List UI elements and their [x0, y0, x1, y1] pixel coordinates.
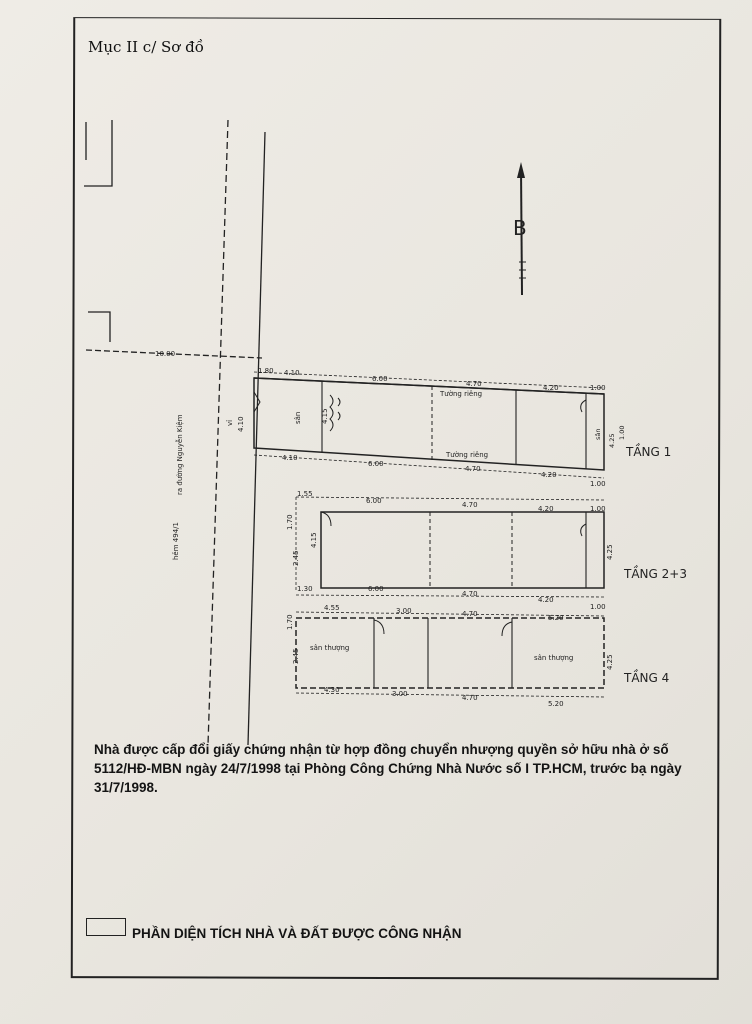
floor-1-bottom-dim: 4.20	[541, 471, 557, 479]
floor-1-title: TẦNG 1	[626, 445, 672, 459]
floor-2-3-left-dim: 2.45	[292, 550, 300, 566]
floor-4-bottom-dim: 4.70	[462, 694, 478, 702]
floor-4-title: TẦNG 4	[624, 671, 670, 685]
setback-label: 1.80	[258, 367, 274, 375]
floor-2-3-top-dim: 1.00	[590, 505, 606, 513]
floor-1-top-dim: 6.00	[372, 375, 388, 383]
floor-2-3-bottom-dim: 6.00	[368, 585, 384, 593]
street-centerline	[208, 120, 228, 745]
floor-2-3-top-dim: 1.55	[297, 490, 313, 498]
floor-2-3-title: TẦNG 2+3	[624, 567, 687, 581]
floor-2-3-plan	[296, 497, 604, 597]
floor-2-3-bottom-dim: 4.70	[462, 590, 478, 598]
floor-1-top-dim: 4.10	[284, 369, 300, 377]
floor-1-bottom-dim: 6.00	[368, 460, 384, 468]
certificate-note: Nhà được cấp đổi giấy chứng nhận từ hợp đồng chuyển nhượng quyền sở hữu nhà ở số 5112/HĐ-MBN ngày 24/7/1998 tại Phòng Công Chứng Nhà Nước số I TP.HCM, trước bạ ngày 31/7/1998.	[94, 742, 682, 795]
legend-label: PHẦN DIỆN TÍCH NHÀ VÀ ĐẤT ĐƯỢC CÔNG NHẬN	[132, 926, 462, 941]
floor-1-room: sân	[294, 411, 302, 424]
floor-2-3-top-dim: 6.00	[366, 497, 382, 505]
floor-4-room: sân thượng	[310, 644, 350, 652]
floor-1-top-dim: 1.00	[590, 384, 606, 392]
floor-2-3-top-dim: 4.20	[538, 505, 554, 513]
floor-4-top-dim: 4.70	[462, 610, 478, 618]
vertical-mark: vỉ	[226, 419, 234, 426]
alley-name: hẻm 494/1	[172, 522, 180, 560]
legend-swatch	[86, 918, 126, 936]
floor-1-bottom-dim: 1.00	[590, 480, 606, 488]
street-name: ra đường Nguyễn Kiệm	[176, 414, 184, 495]
floor-4-right-dim: 4.25	[606, 654, 614, 670]
floor-1-right-dim: 4.25	[608, 433, 616, 448]
floor-1-bottom-dim: 4.10	[282, 454, 298, 462]
floor-2-3-bottom-dim: 1.30	[297, 585, 313, 593]
floor-4-top-dim: 3.00	[396, 607, 412, 615]
floor-1-left-dim: 4.15	[321, 408, 329, 424]
compass-label: B	[513, 216, 527, 240]
floor-1-bottom-dim: 4.70	[465, 465, 481, 473]
floor-4-bottom-dim: 5.20	[548, 700, 564, 708]
floor-1-wall-label: Tường riêng	[440, 390, 483, 398]
floor-4-top-dim: 4.55	[324, 604, 340, 612]
floor-2-3-top-dim: 4.70	[462, 501, 478, 509]
floor-2-3-left-dim: 1.70	[286, 514, 294, 530]
floor-1-top-dim: 4.70	[466, 380, 482, 388]
alley-width-label: 4.10	[237, 416, 245, 432]
floor-2-3-right-dim: 4.25	[606, 544, 614, 560]
corner-mark	[84, 120, 112, 186]
floor-2-3-left-dim: 4.15	[310, 532, 318, 548]
floor-2-3-bottom-dim: 4.20	[538, 596, 554, 604]
street-width-label: 10.00	[155, 350, 176, 358]
floor-4-bottom-dim: 4.30	[324, 686, 340, 694]
corner-mark	[88, 312, 110, 342]
floor-4-left-dim: 1.70	[286, 614, 294, 630]
floor-4-left-dim: 2.45	[292, 648, 300, 664]
floor-1-wall-label: Tường riêng	[446, 451, 489, 459]
section-title: Mục II c/ Sơ đồ	[88, 38, 204, 56]
floor-4-top-dim: 5.20	[548, 614, 564, 622]
floor-4-bottom-dim: 3.00	[392, 690, 408, 698]
floor-2-3-bottom-dim: 1.00	[590, 603, 606, 611]
street-edge	[248, 132, 265, 745]
floor-1-top-dim: 4.20	[543, 384, 559, 392]
floor-1-right-dim: 1.00	[618, 425, 626, 440]
floor-4-room: sân thượng	[534, 654, 574, 662]
floor-1-room: sân	[594, 428, 602, 440]
